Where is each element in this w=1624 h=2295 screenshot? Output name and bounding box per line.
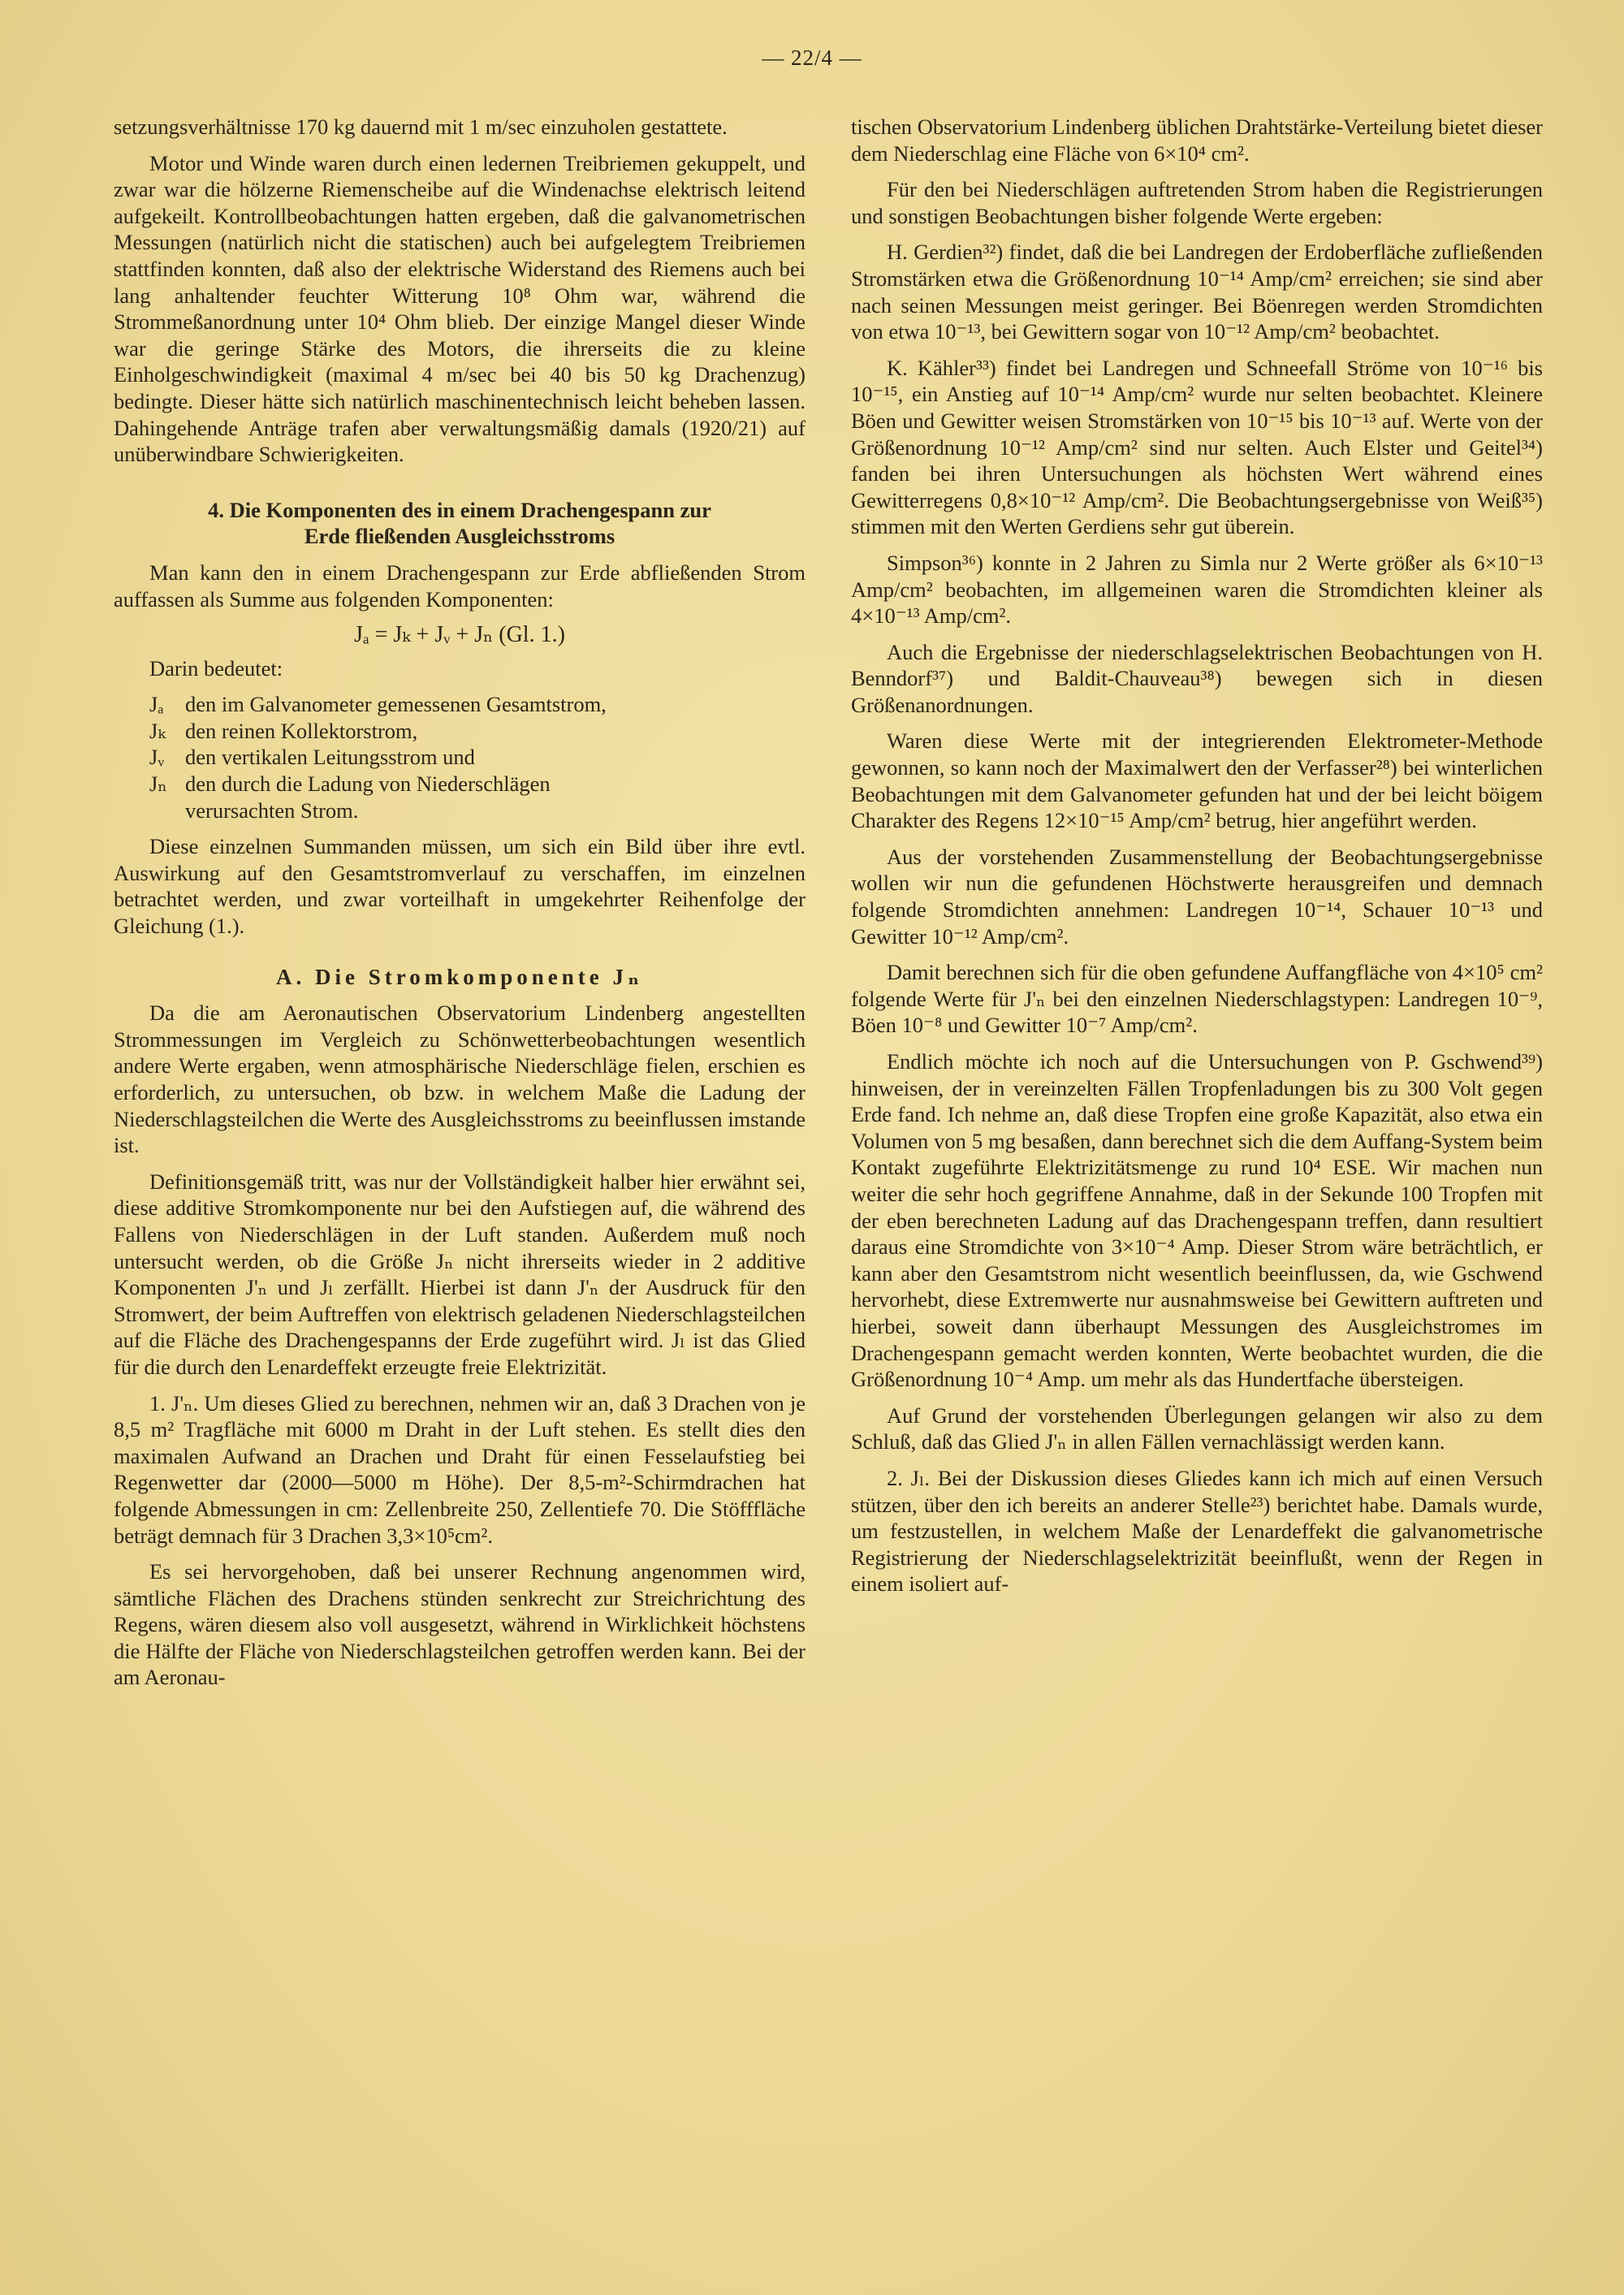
definition-item [149, 771, 806, 797]
paragraph: Definitionsgemäß tritt, was nur der Vollständigkeit halber hier erwähnt sei, diese additive Stromkomponente nur bei den Aufstiegen auf, die während des Fallens von Niederschlägen in der Luft standen. Außerdem muß noch untersucht werden, ob die Größe Jₙ nicht ihrerseits wieder in 2 additive Komponenten J'ₙ und Jₗ zerfällt. Hierbei ist dann J'ₙ der Ausdruck für den Stromwert, der beim Auftreffen von elektrisch geladenen Niederschlagsteilchen auf die Fläche des Drachengespanns der Erde zugeführt wird. Jₗ ist das Glied für die durch den Lenardeffekt erzeugte freie Elektrizität. [114, 1169, 806, 1379]
definition-symbol: Jₖ [149, 718, 166, 743]
section-heading-line: Erde fließenden Ausgleichsstroms [304, 524, 615, 549]
definition-symbol: Jₙ [149, 771, 167, 797]
definition-text: den durch die Ladung von Niederschlägen [185, 771, 551, 797]
definition-item [149, 691, 806, 718]
paragraph: Damit berechnen sich für die oben gefundene Auffangfläche von 4×10⁵ cm² folgende Werte für J'ₙ bei den einzelnen Niederschlagstypen: Landregen 10⁻⁹, Böen 10⁻⁸ und Gewitter 10⁻⁷ Amp/cm². [851, 960, 1543, 1038]
paragraph: 2. Jₗ. Bei der Diskussion dieses Gliedes kann ich mich auf einen Versuch stützen, über den ich bereits an anderer Stelle²³) berichtet habe. Damals wurde, um festzustellen, in welchem Maße der Lenardeffekt die galvanometrische Registrierung der Niederschlagselektrizität beeinflußt, wenn der Regen in einem isoliert auf- [851, 1465, 1543, 1597]
definition-text: den im Galvanometer gemessenen Gesamtstrom, [185, 692, 607, 717]
section-heading-4 [114, 497, 806, 550]
definition-symbol: Jₐ [149, 692, 164, 717]
paragraph: Es sei hervorgehoben, daß bei unserer Rechnung angenommen wird, sämtliche Flächen des Drachens stünden senkrecht zur Streichrichtung des Regens, wären diesem also voll ausgesetzt, während in Wirklichkeit höchstens die Hälfte der Fläche von Niederschlagsteilchen getroffen werden kann. Bei der am Aeronau- [114, 1559, 806, 1690]
paragraph: H. Gerdien³²) findet, daß die bei Landregen der Erdoberfläche zufließenden Stromstärken etwa die Größenordnung 10⁻¹⁴ Amp/cm² erreichen; sie sind aber nach seinen Messungen meist geringer. Bei Böenregen werden Stromdichten von etwa 10⁻¹³, bei Gewittern sogar von 10⁻¹² Amp/cm² beobachtet. [851, 240, 1543, 344]
definition-text: den reinen Kollektorstrom, [185, 718, 418, 743]
paragraph: Da die am Aeronautischen Observatorium Lindenberg angestellten Strommessungen im Vergleich zu Schönwetterbeobachtungen wesentlich andere Werte ergaben, wenn atmosphärische Niederschläge fielen, erschien es erforderlich, zu untersuchen, ob bzw. in welchem Maße die Ladung der Niederschlagsteilchen die Werte des Ausgleichsstroms zu beeinflussen imstande ist. [114, 1001, 806, 1158]
paragraph: Auch die Ergebnisse der niederschlagselektrischen Beobachtungen von H. Benndorf³⁷) und Baldit-Chauveau³⁸) bewegen sich in diesen Größenanordnungen. [851, 639, 1543, 717]
paragraph: Simpson³⁶) konnte in 2 Jahren zu Simla nur 2 Werte größer als 6×10⁻¹³ Amp/cm² beobachten, im allgemeinen waren die Stromdichten kleiner als 4×10⁻¹³ Amp/cm². [851, 550, 1543, 629]
paragraph: K. Kähler³³) findet bei Landregen und Schneefall Ströme von 10⁻¹⁶ bis 10⁻¹⁵, ein Anstieg auf 10⁻¹⁴ Amp/cm² wurde nur selten beobachtet. Kleinere Böen und Gewitter weisen Stromstärken von 10⁻¹⁵ bis 10⁻¹³ auf. Werte von der Größenordnung 10⁻¹² Amp/cm² sind nur selten. Auch Elster und Geitel³⁴) fanden bei ihren Untersuchungen als höchsten Wert während eines Gewitterregens 0,8×10⁻¹² Amp/cm². Die Beobachtungsergebnisse von Weiß³⁵) stimmen mit den Werten Gerdiens sehr gut überein. [851, 355, 1543, 539]
definition-item [149, 744, 806, 771]
paragraph: setzungsverhältnisse 170 kg dauernd mit 1 m/sec einzuholen gestattete. [114, 115, 728, 139]
right-column [851, 114, 1543, 1607]
definition-list [149, 691, 806, 823]
left-column [114, 114, 806, 1701]
paragraph: Aus der vorstehenden Zusammenstellung der Beobachtungsergebnisse wollen wir nun die gefundenen Höchstwerte herausgreifen und demnach folgende Stromdichten annehmen: Landregen 10⁻¹⁴, Schauer 10⁻¹³ und Gewitter 10⁻¹² Amp/cm². [851, 844, 1543, 949]
subsection-heading-a: A. Die Stromkomponente Jₙ [275, 964, 643, 989]
paragraph: 1. J'ₙ. Um dieses Glied zu berechnen, nehmen wir an, daß 3 Drachen von je 8,5 m² Tragfläche mit 6000 m Draht in der Luft stehen. Es stellt dies den maximalen Aufwand an Drachen und Draht für einen Fesselaufstieg bei Regenwetter dar (2000—5000 m Höhe). Der 8,5-m²-Schirmdrachen hat folgende Abmessungen in cm: Zellenbreite 250, Zellentiefe 70. Die Stöfffläche beträgt demnach für 3 Drachen 3,3×10⁵cm². [114, 1390, 806, 1548]
paragraph: Auf Grund der vorstehenden Überlegungen gelangen wir also zu dem Schluß, daß das Glied J'ₙ in allen Fällen vernachlässigt werden kann. [851, 1402, 1543, 1454]
section-heading-line: 4. Die Komponenten des in einem Drachengespann zur [208, 497, 711, 522]
paragraph: Man kann den in einem Drachengespann zur Erde abfließenden Strom auffassen als Summe aus folgenden Komponenten: [114, 560, 806, 612]
paragraph: Für den bei Niederschlägen auftretenden Strom haben die Registrierungen und sonstigen Beobachtungen bisher folgende Werte ergeben: [851, 177, 1543, 228]
page-number: — 22/4 — [762, 45, 862, 70]
paragraph: Motor und Winde waren durch einen ledernen Treibriemen gekuppelt, und zwar war die hölzerne Riemenscheibe auf die Windenachse elektrisch leitend aufgekeilt. Kontrollbeobachtungen hatten ergeben, daß die galvanometrischen Messungen (natürlich nicht die statischen) auch bei aufgelegtem Treibriemen stattfinden konnten, daß also der elektrische Widerstand des Riemens auch bei lang anhaltender feuchter Witterung 10⁸ Ohm war, während die Strommeßanordnung unter 10⁴ Ohm blieb. Der einzige Mangel dieser Winde war die geringe Stärke des Motors, die ihrerseits die zu kleine Einholgeschwindigkeit (maximal 4 m/sec bei 40 bis 50 kg Drachenzug) bedingte. Dieser hätte sich natürlich maschinentechnisch leicht beheben lassen. Dahingehende Anträge trafen aber verwaltungsmäßig damals (1920/21) auf unüberwindbare Schwierigkeiten. [114, 150, 806, 467]
paragraph: Waren diese Werte mit der integrierenden Elektrometer-Methode gewonnen, so kann noch der Maximalwert den der Verfasser²⁸) bei winterlichen Beobachtungen mit dem Galvanometer gefunden hat und der bei leicht böigem Charakter des Regens 12×10⁻¹⁵ Amp/cm² betrug, hier angeführt werden. [851, 728, 1543, 833]
paragraph: Darin bedeutet: [149, 655, 283, 681]
definition-item [149, 718, 806, 745]
paragraph: Endlich möchte ich noch auf die Untersuchungen von P. Gschwend³⁹) hinweisen, der in vereinzelten Fällen Tropfenladungen bis zu 300 Volt gegen Erde fand. Ich nehme an, daß diese Tropfen eine große Kapazität, also etwa ein Volumen von 5 mg besaßen, dann berechnet sich die dem Auffang-System beim Kontakt zugeführte Elektrizitätsmenge zu rund 10⁴ ESE. Wir machen nun weiter die sehr hoch gegriffene Annahme, daß in der Sekunde 100 Tropfen mit der eben berechneten Ladung auf das Drachengespann treffen, dann resultiert daraus eine Stromdichte von 3×10⁻⁴ Amp. Dieser Strom wäre beträchtlich, er kann aber den Gesamtstrom nicht wesentlich beeinflussen, da, wie Gschwend hervorhebt, diese Extremwerte nur ausnahmsweise bei Gewittern auftreten und hierbei, soweit dann überhaupt Messungen des Ausgleichstromes im Drachengespann gemacht werden konnten, Werte beobachtet wurden, die die Größenordnung 10⁻⁴ Amp. um mehr als das Hundertfache übersteigen. [851, 1049, 1543, 1392]
definition-continuation: verursachten Strom. [185, 797, 359, 823]
paragraph: tischen Observatorium Lindenberg üblichen Drahtstärke-Verteilung bietet dieser dem Niederschlag eine Fläche von 6×10⁴ cm². [851, 115, 1543, 166]
definition-text: den vertikalen Leitungsstrom und [185, 745, 475, 770]
equation-1: Jₐ = Jₖ + Jᵥ + Jₙ (Gl. 1.) [354, 622, 565, 648]
definition-symbol: Jᵥ [149, 745, 165, 770]
paragraph: Diese einzelnen Summanden müssen, um sich ein Bild über ihre evtl. Auswirkung auf den Gesamtstromverlauf zu verschaffen, im einzelnen betrachtet werden, und zwar vorteilhaft in umgekehrter Reihenfolge der Gleichung (1.). [114, 834, 806, 939]
